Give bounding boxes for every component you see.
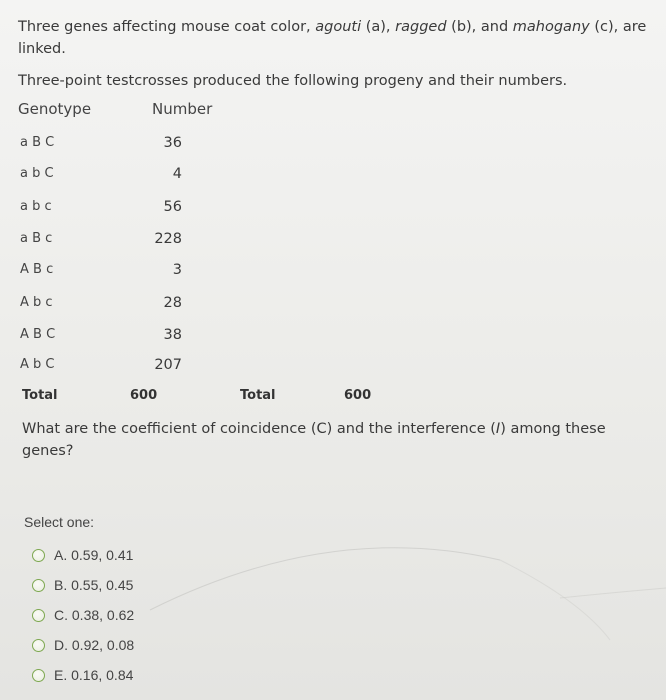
number-cell: 28 [163, 295, 182, 311]
total-value: 600 [130, 388, 158, 403]
header-genotype: Genotype [18, 100, 92, 118]
genotype-cell: A B c [20, 262, 54, 277]
table-row [18, 262, 218, 292]
radio-button[interactable] [32, 579, 45, 592]
option-label: A. 0.59, 0.41 [54, 547, 134, 563]
genotype-cell: a b c [20, 199, 52, 214]
question-prompt [22, 418, 622, 462]
gene-ragged: ragged [395, 19, 447, 35]
question-intro [18, 16, 648, 60]
question-subtext: Three-point testcrosses produced the following progeny and their numbers. [18, 73, 568, 89]
option-label: B. 0.55, 0.45 [54, 577, 134, 593]
number-cell: 56 [163, 199, 182, 215]
prompt-text: ) among these genes? [22, 421, 606, 459]
table-row [18, 327, 218, 357]
genotype-cell: a b C [20, 166, 54, 181]
intro-text: (b), and [446, 19, 513, 35]
number-cell: 38 [163, 327, 182, 343]
select-one-label: Select one: [24, 514, 95, 530]
option-d[interactable] [24, 630, 424, 660]
gene-agouti: agouti [315, 19, 362, 35]
intro-text: (a), [361, 19, 396, 35]
radio-button[interactable] [32, 609, 45, 622]
table-row [18, 199, 218, 229]
table-row [18, 135, 218, 165]
total-label: Total [22, 388, 58, 403]
prompt-text: What are the coefficient of coincidence (C) and the interference ( [22, 421, 496, 437]
total-label: Total [240, 388, 276, 403]
gene-mahogany: mahogany [512, 19, 590, 35]
number-cell: 4 [172, 166, 182, 182]
intro-text: Three genes affecting mouse coat color, [18, 19, 316, 35]
answer-options [24, 514, 424, 690]
radio-button[interactable] [32, 639, 45, 652]
option-b[interactable] [24, 570, 424, 600]
intro-text: (c), are linked. [18, 19, 647, 57]
option-label: D. 0.92, 0.08 [54, 637, 135, 653]
genotype-cell: A B C [20, 327, 56, 342]
number-cell: 207 [154, 357, 182, 373]
number-cell: 3 [172, 262, 182, 278]
number-cell: 228 [154, 231, 182, 247]
interference-symbol: I [495, 421, 501, 437]
number-cell: 36 [163, 135, 182, 151]
option-c[interactable] [24, 600, 424, 630]
option-label: E. 0.16, 0.84 [54, 667, 134, 683]
header-number: Number [152, 100, 213, 118]
table-row [18, 166, 218, 196]
total-value: 600 [344, 388, 372, 403]
radio-button[interactable] [32, 669, 45, 682]
table-row [18, 231, 218, 261]
option-label: C. 0.38, 0.62 [54, 607, 135, 623]
table-row [18, 295, 218, 325]
option-e[interactable] [24, 660, 424, 690]
genotype-cell: a B c [20, 231, 53, 246]
genotype-cell: A b C [20, 357, 55, 372]
genotype-cell: A b c [20, 295, 53, 310]
radio-button[interactable] [32, 549, 45, 562]
genotype-cell: a B C [20, 135, 55, 150]
option-a[interactable] [24, 540, 424, 570]
table-row [18, 357, 218, 387]
